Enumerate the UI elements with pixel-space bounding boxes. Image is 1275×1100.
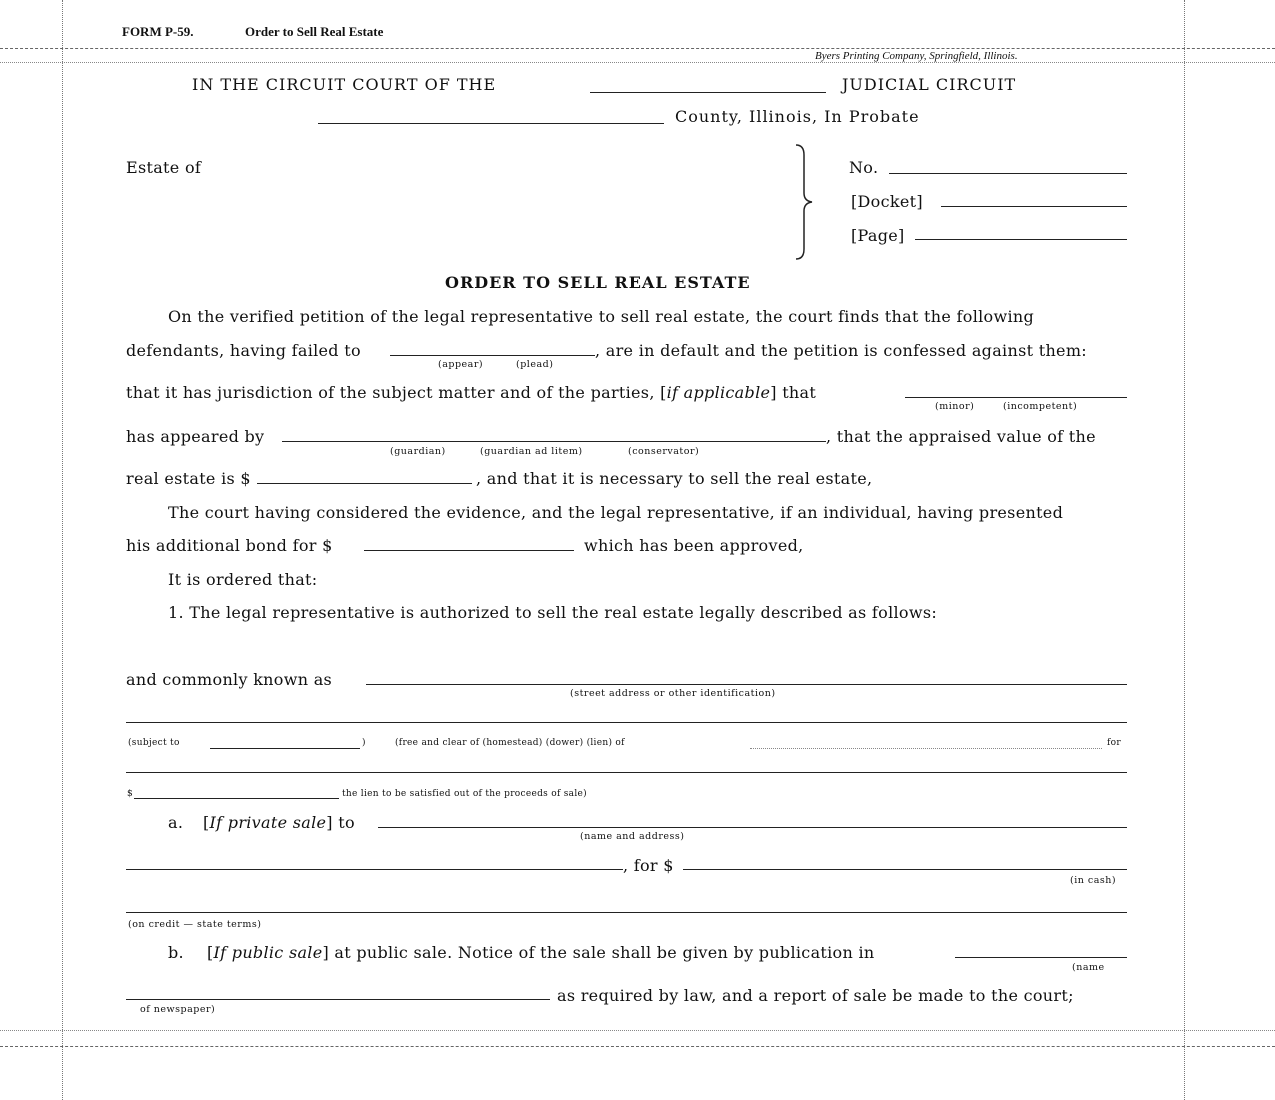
order-title: ORDER TO SELL REAL ESTATE xyxy=(445,273,751,292)
form-id: FORM P-59. xyxy=(122,24,194,39)
conservator-note: (conservator) xyxy=(628,446,700,457)
newspaper-blank xyxy=(955,957,1127,958)
subject-to-close: ) xyxy=(362,738,366,748)
body-line-5a: real estate is $ xyxy=(126,469,251,488)
court-heading-left: IN THE CIRCUIT COURT OF THE xyxy=(192,75,497,94)
lien-blank-2 xyxy=(126,772,1127,773)
cash-note: (in cash) xyxy=(1070,875,1117,886)
lien-satisfied-text: the lien to be satisfied out of the proceeds of sale) xyxy=(342,789,587,799)
item-b-text: [If public sale] at public sale. Notice of the sale shall be given by publication in xyxy=(207,943,875,962)
county-blank xyxy=(318,123,664,124)
guardian-ad-litem-note: (guardian ad litem) xyxy=(480,446,583,457)
body-line-2b: , are in default and the petition is confessed against them: xyxy=(595,341,1087,360)
scan-border-left xyxy=(62,0,63,1100)
value-blank xyxy=(257,483,472,484)
newspaper-blank-2 xyxy=(126,999,550,1000)
bond-blank xyxy=(364,550,574,551)
docket-blank xyxy=(941,206,1127,207)
body-line-2a: defendants, having failed to xyxy=(126,341,361,360)
minor-blank xyxy=(905,397,1127,398)
buyer-blank xyxy=(378,827,1127,828)
incompetent-note: (incompetent) xyxy=(1003,401,1078,412)
appear-plead-blank xyxy=(390,355,595,356)
buyer-note: (name and address) xyxy=(580,831,685,842)
scan-border-bottom-2 xyxy=(0,1030,1275,1031)
body-line-6: The court having considered the evidence, and the legal representative, if an individual, having presented xyxy=(168,503,1064,522)
lien-dollar: $ xyxy=(127,789,134,799)
docket-label: [Docket] xyxy=(851,192,923,211)
address-blank-2 xyxy=(126,722,1127,723)
credit-note: (on credit — state terms) xyxy=(128,919,262,930)
buyer-blank-2 xyxy=(126,869,623,870)
body-line-3a: that it has jurisdiction of the subject matter and of the parties, [if applicable] that xyxy=(126,383,817,402)
body-line-1: On the verified petition of the legal representative to sell real estate, the court finds that the following xyxy=(168,307,1035,326)
form-name: Order to Sell Real Estate xyxy=(245,24,384,39)
appear-note: (appear) xyxy=(438,359,484,370)
item-a-label: a. xyxy=(168,813,184,832)
scan-border-top-2 xyxy=(0,62,1275,63)
address-blank xyxy=(366,684,1127,685)
minor-note: (minor) xyxy=(935,401,975,412)
ordered-line: It is ordered that: xyxy=(168,570,318,589)
scan-border-right xyxy=(1184,0,1185,1100)
scan-border-top xyxy=(0,48,1275,49)
estate-of-label: Estate of xyxy=(126,158,202,177)
item-b-end: as required by law, and a report of sale be made to the court; xyxy=(557,986,1074,1005)
lien-amount-blank xyxy=(134,798,339,799)
case-no-blank xyxy=(889,173,1127,174)
guardian-note: (guardian) xyxy=(390,446,446,457)
body-line-5b: , and that it is necessary to sell the real estate, xyxy=(476,469,873,488)
county-line: County, Illinois, In Probate xyxy=(675,107,920,126)
body-line-4a: has appeared by xyxy=(126,427,265,446)
circuit-blank xyxy=(590,92,826,93)
item-1-line: 1. The legal representative is authorized to sell the real estate legally described as follows: xyxy=(168,603,938,622)
body-line-7b: which has been approved, xyxy=(584,536,804,555)
body-line-7a: his additional bond for $ xyxy=(126,536,333,555)
plead-note: (plead) xyxy=(516,359,554,370)
credit-blank xyxy=(126,912,1127,913)
address-note: (street address or other identification) xyxy=(570,688,776,699)
newspaper-note: of newspaper) xyxy=(140,1004,216,1015)
case-no-label: No. xyxy=(849,158,879,177)
item-b-label: b. xyxy=(168,943,184,962)
lien-for-label: for xyxy=(1107,738,1121,748)
lien-holder-blank xyxy=(750,748,1102,749)
commonly-known-label: and commonly known as xyxy=(126,670,333,689)
subject-to-label: (subject to xyxy=(128,738,180,748)
page-label: [Page] xyxy=(851,226,905,245)
printer-credit: Byers Printing Company, Springfield, Illinois. xyxy=(815,50,1018,62)
price-label: , for $ xyxy=(623,856,674,875)
scan-border-bottom xyxy=(0,1046,1275,1047)
newspaper-name-note: (name xyxy=(1072,962,1105,973)
body-line-4b: , that the appraised value of the xyxy=(826,427,1096,446)
item-a-text: [If private sale] to xyxy=(203,813,355,832)
page-blank xyxy=(915,239,1127,240)
subject-to-blank xyxy=(210,748,360,749)
guardian-blank xyxy=(282,441,826,442)
case-brace xyxy=(792,143,816,261)
free-clear-label: (free and clear of (homestead) (dower) (lien) of xyxy=(395,738,625,748)
court-heading-right: JUDICIAL CIRCUIT xyxy=(842,75,1017,94)
price-blank xyxy=(683,869,1127,870)
